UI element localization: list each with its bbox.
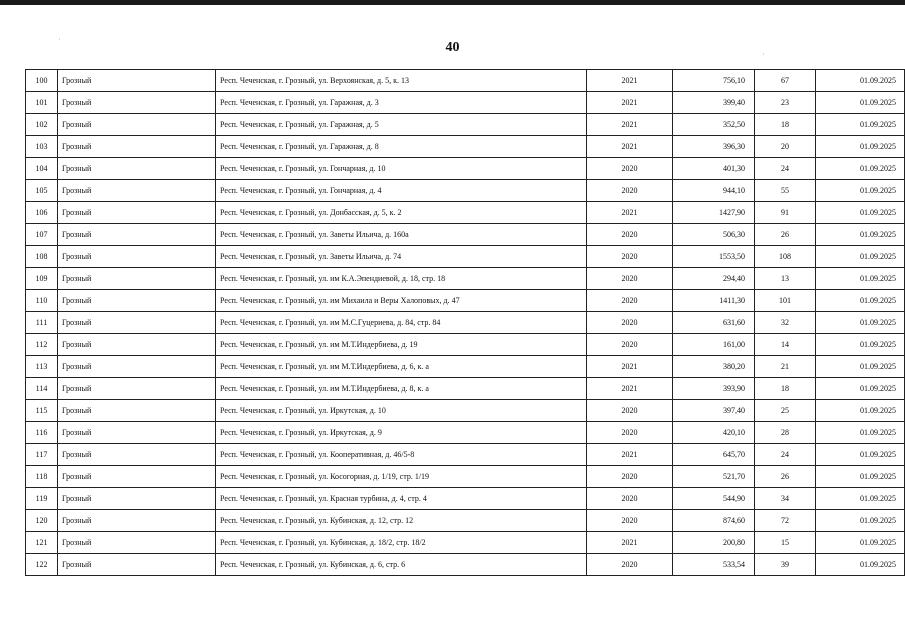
area-cell: 399,40 bbox=[673, 92, 755, 114]
count-cell: 67 bbox=[755, 70, 816, 92]
city-cell: Грозный bbox=[58, 202, 216, 224]
address-cell: Респ. Чеченская, г. Грозный, ул. Гаражная, д. 3 bbox=[216, 92, 587, 114]
table-row bbox=[26, 466, 905, 488]
address-cell: Респ. Чеченская, г. Грозный, ул. Иркутская, д. 10 bbox=[216, 400, 587, 422]
address-cell: Респ. Чеченская, г. Грозный, ул. им М.Т.Индербиева, д. 19 bbox=[216, 334, 587, 356]
row-number-cell: 101 bbox=[26, 92, 58, 114]
table-row bbox=[26, 290, 905, 312]
year-cell: 2020 bbox=[587, 290, 673, 312]
address-cell: Респ. Чеченская, г. Грозный, ул. Гончарная, д. 10 bbox=[216, 158, 587, 180]
count-cell: 55 bbox=[755, 180, 816, 202]
registry-table-body bbox=[26, 70, 905, 576]
row-number-cell: 102 bbox=[26, 114, 58, 136]
city-cell: Грозный bbox=[58, 136, 216, 158]
address-cell: Респ. Чеченская, г. Грозный, ул. им М.Т.Индербиева, д. 8, к. а bbox=[216, 378, 587, 400]
table-row bbox=[26, 70, 905, 92]
city-cell: Грозный bbox=[58, 488, 216, 510]
table-row bbox=[26, 224, 905, 246]
row-number-cell: 122 bbox=[26, 554, 58, 576]
address-cell: Респ. Чеченская, г. Грозный, ул. Кубинская, д. 12, стр. 12 bbox=[216, 510, 587, 532]
table-row bbox=[26, 488, 905, 510]
count-cell: 25 bbox=[755, 400, 816, 422]
row-number-cell: 116 bbox=[26, 422, 58, 444]
scan-speck: · bbox=[58, 35, 61, 44]
table-row bbox=[26, 334, 905, 356]
address-cell: Респ. Чеченская, г. Грозный, ул. им К.А.Эпендиевой, д. 18, стр. 18 bbox=[216, 268, 587, 290]
address-cell: Респ. Чеченская, г. Грозный, ул. Верхоянская, д. 5, к. 13 bbox=[216, 70, 587, 92]
city-cell: Грозный bbox=[58, 70, 216, 92]
table-row bbox=[26, 246, 905, 268]
row-number-cell: 108 bbox=[26, 246, 58, 268]
year-cell: 2020 bbox=[587, 334, 673, 356]
area-cell: 521,70 bbox=[673, 466, 755, 488]
row-number-cell: 103 bbox=[26, 136, 58, 158]
year-cell: 2020 bbox=[587, 312, 673, 334]
year-cell: 2020 bbox=[587, 400, 673, 422]
row-number-cell: 106 bbox=[26, 202, 58, 224]
area-cell: 756,10 bbox=[673, 70, 755, 92]
date-cell: 01.09.2025 bbox=[816, 466, 905, 488]
table-row bbox=[26, 378, 905, 400]
count-cell: 32 bbox=[755, 312, 816, 334]
count-cell: 21 bbox=[755, 356, 816, 378]
date-cell: 01.09.2025 bbox=[816, 158, 905, 180]
table-row bbox=[26, 158, 905, 180]
area-cell: 533,54 bbox=[673, 554, 755, 576]
date-cell: 01.09.2025 bbox=[816, 356, 905, 378]
year-cell: 2021 bbox=[587, 202, 673, 224]
year-cell: 2020 bbox=[587, 466, 673, 488]
address-cell: Респ. Чеченская, г. Грозный, ул. Гаражная, д. 8 bbox=[216, 136, 587, 158]
housing-registry-table bbox=[25, 69, 905, 576]
count-cell: 14 bbox=[755, 334, 816, 356]
area-cell: 944,10 bbox=[673, 180, 755, 202]
city-cell: Грозный bbox=[58, 554, 216, 576]
row-number-cell: 104 bbox=[26, 158, 58, 180]
count-cell: 15 bbox=[755, 532, 816, 554]
page-number: 40 bbox=[445, 40, 460, 55]
count-cell: 24 bbox=[755, 158, 816, 180]
row-number-cell: 109 bbox=[26, 268, 58, 290]
row-number-cell: 112 bbox=[26, 334, 58, 356]
year-cell: 2021 bbox=[587, 92, 673, 114]
year-cell: 2020 bbox=[587, 158, 673, 180]
date-cell: 01.09.2025 bbox=[816, 268, 905, 290]
table-row bbox=[26, 92, 905, 114]
city-cell: Грозный bbox=[58, 356, 216, 378]
count-cell: 28 bbox=[755, 422, 816, 444]
city-cell: Грозный bbox=[58, 92, 216, 114]
address-cell: Респ. Чеченская, г. Грозный, ул. Заветы Ильича, д. 160а bbox=[216, 224, 587, 246]
area-cell: 396,30 bbox=[673, 136, 755, 158]
area-cell: 393,90 bbox=[673, 378, 755, 400]
count-cell: 23 bbox=[755, 92, 816, 114]
table-row bbox=[26, 136, 905, 158]
year-cell: 2021 bbox=[587, 532, 673, 554]
address-cell: Респ. Чеченская, г. Грозный, ул. Косогорная, д. 1/19, стр. 1/19 bbox=[216, 466, 587, 488]
count-cell: 24 bbox=[755, 444, 816, 466]
area-cell: 161,00 bbox=[673, 334, 755, 356]
address-cell: Респ. Чеченская, г. Грозный, ул. им М.С.Гуцериева, д. 84, стр. 84 bbox=[216, 312, 587, 334]
date-cell: 01.09.2025 bbox=[816, 202, 905, 224]
city-cell: Грозный bbox=[58, 444, 216, 466]
table-row bbox=[26, 422, 905, 444]
area-cell: 401,30 bbox=[673, 158, 755, 180]
city-cell: Грозный bbox=[58, 334, 216, 356]
address-cell: Респ. Чеченская, г. Грозный, ул. Гончарная, д. 4 bbox=[216, 180, 587, 202]
date-cell: 01.09.2025 bbox=[816, 488, 905, 510]
count-cell: 108 bbox=[755, 246, 816, 268]
date-cell: 01.09.2025 bbox=[816, 400, 905, 422]
scan-speck: · bbox=[762, 50, 765, 59]
table-row bbox=[26, 180, 905, 202]
row-number-cell: 114 bbox=[26, 378, 58, 400]
row-number-cell: 105 bbox=[26, 180, 58, 202]
area-cell: 1411,30 bbox=[673, 290, 755, 312]
city-cell: Грозный bbox=[58, 510, 216, 532]
count-cell: 39 bbox=[755, 554, 816, 576]
year-cell: 2020 bbox=[587, 224, 673, 246]
city-cell: Грозный bbox=[58, 378, 216, 400]
date-cell: 01.09.2025 bbox=[816, 290, 905, 312]
top-border-rule bbox=[0, 0, 905, 5]
row-number-cell: 121 bbox=[26, 532, 58, 554]
city-cell: Грозный bbox=[58, 246, 216, 268]
date-cell: 01.09.2025 bbox=[816, 92, 905, 114]
city-cell: Грозный bbox=[58, 114, 216, 136]
count-cell: 18 bbox=[755, 378, 816, 400]
date-cell: 01.09.2025 bbox=[816, 246, 905, 268]
date-cell: 01.09.2025 bbox=[816, 422, 905, 444]
area-cell: 631,60 bbox=[673, 312, 755, 334]
city-cell: Грозный bbox=[58, 466, 216, 488]
city-cell: Грозный bbox=[58, 312, 216, 334]
count-cell: 26 bbox=[755, 224, 816, 246]
row-number-cell: 100 bbox=[26, 70, 58, 92]
count-cell: 13 bbox=[755, 268, 816, 290]
city-cell: Грозный bbox=[58, 422, 216, 444]
area-cell: 352,50 bbox=[673, 114, 755, 136]
year-cell: 2020 bbox=[587, 510, 673, 532]
date-cell: 01.09.2025 bbox=[816, 554, 905, 576]
row-number-cell: 115 bbox=[26, 400, 58, 422]
row-number-cell: 110 bbox=[26, 290, 58, 312]
date-cell: 01.09.2025 bbox=[816, 378, 905, 400]
address-cell: Респ. Чеченская, г. Грозный, ул. Иркутская, д. 9 bbox=[216, 422, 587, 444]
date-cell: 01.09.2025 bbox=[816, 180, 905, 202]
date-cell: 01.09.2025 bbox=[816, 136, 905, 158]
row-number-cell: 120 bbox=[26, 510, 58, 532]
date-cell: 01.09.2025 bbox=[816, 444, 905, 466]
area-cell: 645,70 bbox=[673, 444, 755, 466]
row-number-cell: 111 bbox=[26, 312, 58, 334]
row-number-cell: 107 bbox=[26, 224, 58, 246]
area-cell: 544,90 bbox=[673, 488, 755, 510]
year-cell: 2021 bbox=[587, 444, 673, 466]
city-cell: Грозный bbox=[58, 532, 216, 554]
year-cell: 2020 bbox=[587, 422, 673, 444]
city-cell: Грозный bbox=[58, 268, 216, 290]
address-cell: Респ. Чеченская, г. Грозный, ул. Красная турбина, д. 4, стр. 4 bbox=[216, 488, 587, 510]
address-cell: Респ. Чеченская, г. Грозный, ул. им Михаила и Веры Халоповых, д. 47 bbox=[216, 290, 587, 312]
count-cell: 91 bbox=[755, 202, 816, 224]
count-cell: 34 bbox=[755, 488, 816, 510]
area-cell: 1553,50 bbox=[673, 246, 755, 268]
table-row bbox=[26, 400, 905, 422]
row-number-cell: 117 bbox=[26, 444, 58, 466]
area-cell: 294,40 bbox=[673, 268, 755, 290]
count-cell: 18 bbox=[755, 114, 816, 136]
row-number-cell: 118 bbox=[26, 466, 58, 488]
table-row bbox=[26, 532, 905, 554]
year-cell: 2021 bbox=[587, 70, 673, 92]
year-cell: 2020 bbox=[587, 268, 673, 290]
table-row bbox=[26, 510, 905, 532]
city-cell: Грозный bbox=[58, 180, 216, 202]
year-cell: 2021 bbox=[587, 114, 673, 136]
city-cell: Грозный bbox=[58, 290, 216, 312]
table-row bbox=[26, 202, 905, 224]
address-cell: Респ. Чеченская, г. Грозный, ул. Кубинская, д. 6, стр. 6 bbox=[216, 554, 587, 576]
area-cell: 420,10 bbox=[673, 422, 755, 444]
row-number-cell: 113 bbox=[26, 356, 58, 378]
year-cell: 2020 bbox=[587, 488, 673, 510]
table-row bbox=[26, 356, 905, 378]
count-cell: 72 bbox=[755, 510, 816, 532]
year-cell: 2021 bbox=[587, 378, 673, 400]
date-cell: 01.09.2025 bbox=[816, 334, 905, 356]
city-cell: Грозный bbox=[58, 158, 216, 180]
row-number-cell: 119 bbox=[26, 488, 58, 510]
date-cell: 01.09.2025 bbox=[816, 114, 905, 136]
year-cell: 2021 bbox=[587, 356, 673, 378]
city-cell: Грозный bbox=[58, 224, 216, 246]
address-cell: Респ. Чеченская, г. Грозный, ул. Заветы Ильича, д. 74 bbox=[216, 246, 587, 268]
table-row bbox=[26, 114, 905, 136]
table-row bbox=[26, 312, 905, 334]
area-cell: 874,60 bbox=[673, 510, 755, 532]
year-cell: 2020 bbox=[587, 246, 673, 268]
date-cell: 01.09.2025 bbox=[816, 224, 905, 246]
count-cell: 101 bbox=[755, 290, 816, 312]
table-row bbox=[26, 444, 905, 466]
year-cell: 2020 bbox=[587, 554, 673, 576]
area-cell: 397,40 bbox=[673, 400, 755, 422]
area-cell: 200,80 bbox=[673, 532, 755, 554]
area-cell: 1427,90 bbox=[673, 202, 755, 224]
date-cell: 01.09.2025 bbox=[816, 70, 905, 92]
address-cell: Респ. Чеченская, г. Грозный, ул. Кооперативная, д. 46/5-8 bbox=[216, 444, 587, 466]
table-row bbox=[26, 268, 905, 290]
date-cell: 01.09.2025 bbox=[816, 510, 905, 532]
year-cell: 2020 bbox=[587, 180, 673, 202]
address-cell: Респ. Чеченская, г. Грозный, ул. Донбасская, д. 5, к. 2 bbox=[216, 202, 587, 224]
address-cell: Респ. Чеченская, г. Грозный, ул. Гаражная, д. 5 bbox=[216, 114, 587, 136]
count-cell: 26 bbox=[755, 466, 816, 488]
year-cell: 2021 bbox=[587, 136, 673, 158]
address-cell: Респ. Чеченская, г. Грозный, ул. Кубинская, д. 18/2, стр. 18/2 bbox=[216, 532, 587, 554]
area-cell: 506,30 bbox=[673, 224, 755, 246]
address-cell: Респ. Чеченская, г. Грозный, ул. им М.Т.Индербиева, д. 6, к. а bbox=[216, 356, 587, 378]
count-cell: 20 bbox=[755, 136, 816, 158]
area-cell: 380,20 bbox=[673, 356, 755, 378]
date-cell: 01.09.2025 bbox=[816, 532, 905, 554]
date-cell: 01.09.2025 bbox=[816, 312, 905, 334]
city-cell: Грозный bbox=[58, 400, 216, 422]
table-row bbox=[26, 554, 905, 576]
